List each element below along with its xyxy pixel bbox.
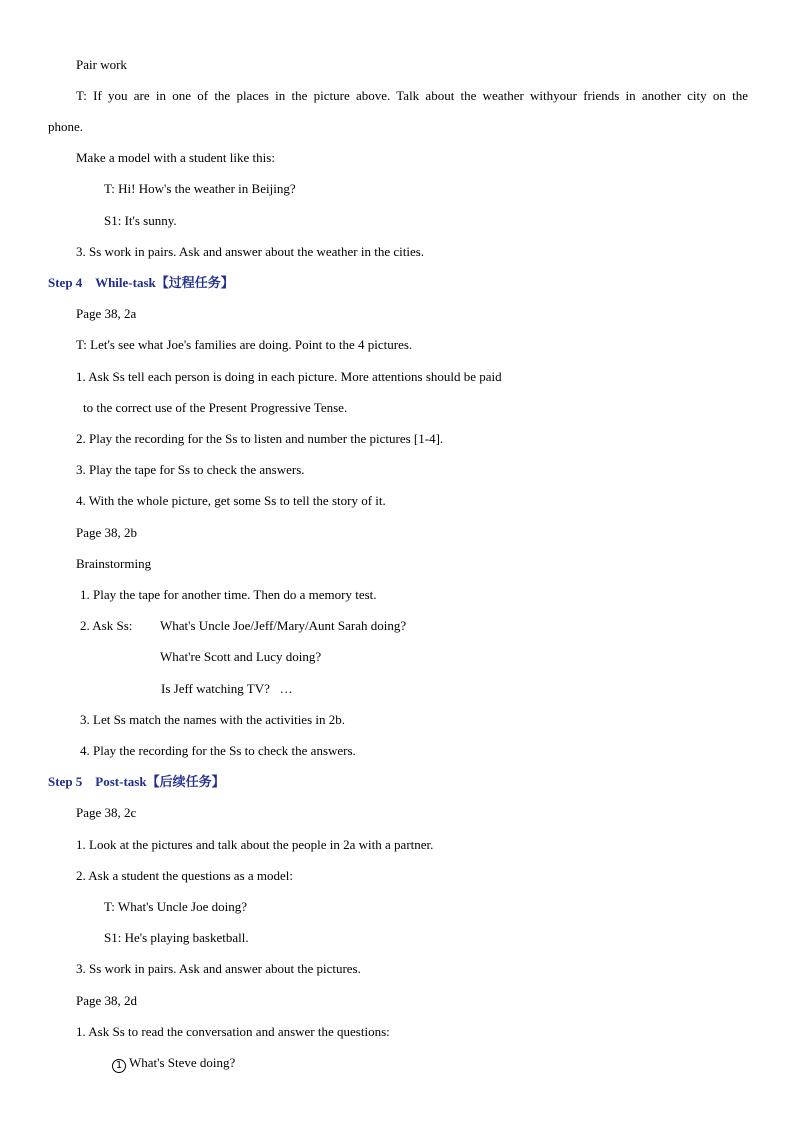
page-reference: Page 38, 2c (76, 805, 137, 820)
question-line: What're Scott and Lucy doing? (160, 649, 322, 664)
paragraph-line: phone. (48, 119, 84, 134)
heading-pair-work: Pair work (76, 57, 127, 72)
list-item: 2. Ask Ss: (80, 618, 133, 633)
step-4-heading: Step 4 While-task【过程任务】 (48, 275, 234, 290)
question-line: Is Jeff watching TV? … (161, 681, 293, 696)
list-item: 3. Ss work in pairs. Ask and answer about the weather in the cities. (76, 244, 425, 259)
dialogue-line: S1: It's sunny. (104, 213, 177, 228)
question-line: What's Uncle Joe/Jeff/Mary/Aunt Sarah doing? (160, 618, 407, 633)
paragraph-line: T: Let's see what Joe's families are doing. Point to the 4 pictures. (76, 337, 413, 352)
question-text: What's Steve doing? (129, 1055, 236, 1070)
page-reference: Page 38, 2b (76, 525, 138, 540)
list-item-continuation: to the correct use of the Present Progressive Tense. (83, 400, 348, 415)
list-item: 4. Play the recording for the Ss to check the answers. (80, 743, 356, 758)
question-item (112, 1055, 235, 1073)
list-item: 1. Play the tape for another time. Then do a memory test. (80, 587, 377, 602)
dialogue-line: S1: He's playing basketball. (104, 930, 249, 945)
list-item: 2. Play the recording for the Ss to listen and number the pictures [1-4]. (76, 431, 444, 446)
paragraph-line: T: If you are in one of the places in the picture above. Talk about the weather withyour friends in another city on the (76, 88, 748, 103)
list-item: 2. Ask a student the questions as a model: (76, 868, 294, 883)
list-item: 1. Ask Ss tell each person is doing in each picture. More attentions should be paid (76, 369, 502, 384)
list-item: 3. Let Ss match the names with the activities in 2b. (80, 712, 346, 727)
paragraph-line: Brainstorming (76, 556, 152, 571)
list-item: 1. Ask Ss to read the conversation and answer the questions: (76, 1024, 390, 1039)
step-5-heading: Step 5 Post-task【后续任务】 (48, 774, 225, 789)
page-reference: Page 38, 2a (76, 306, 137, 321)
page-reference: Page 38, 2d (76, 993, 138, 1008)
dialogue-line: T: Hi! How's the weather in Beijing? (104, 181, 296, 196)
list-item: 3. Ss work in pairs. Ask and answer about the pictures. (76, 961, 361, 976)
list-item: 4. With the whole picture, get some Ss to tell the story of it. (76, 493, 386, 508)
dialogue-line: T: What's Uncle Joe doing? (104, 899, 247, 914)
paragraph-line: Make a model with a student like this: (76, 150, 275, 165)
list-item: 1. Look at the pictures and talk about the people in 2a with a partner. (76, 837, 434, 852)
list-item: 3. Play the tape for Ss to check the answers. (76, 462, 305, 477)
circled-number-1: 1 (112, 1059, 126, 1073)
